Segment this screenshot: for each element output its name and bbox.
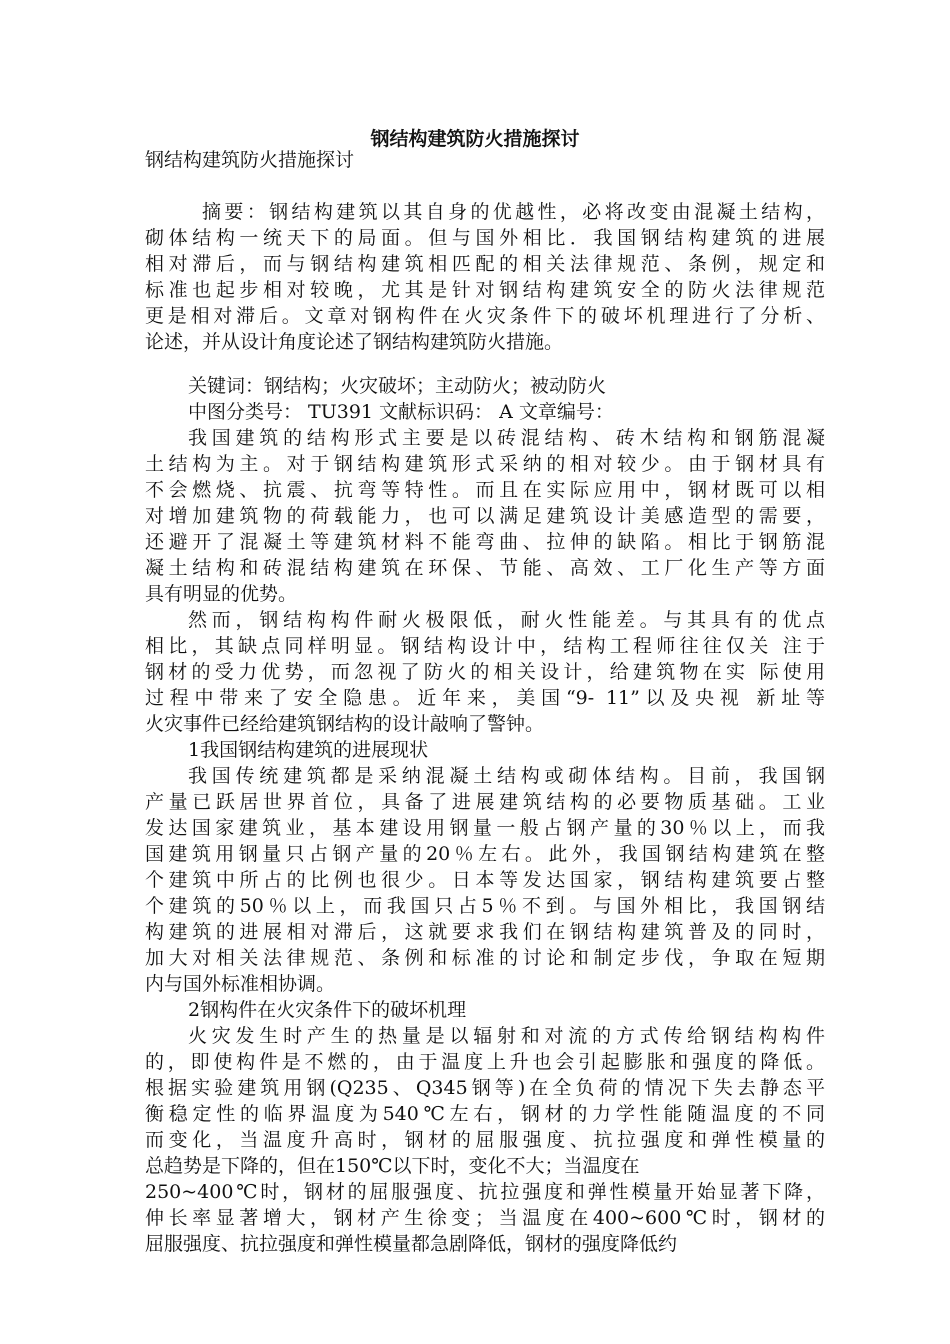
section-heading-2: 2钢构件在火灾条件下的破坏机理 [188,999,467,1021]
abstract-paragraph [145,199,825,355]
body-line: 我国传统建筑都是采纳混凝土结构或砌体结构。目前，我国钢 [188,765,825,787]
body-line: 具有明显的优势。 [145,583,298,605]
body-line: 我国建筑的结构形式主要是以砖混结构、砖木结构和钢筋混凝 [188,427,825,449]
body-line: 土结构为主。对于钢结构建筑形式采纳的相对较少。由于钢材具有 [145,453,825,475]
body-line: 屈服强度、抗拉强度和弹性模量都急剧降低，钢材的强度降低约 [145,1233,678,1255]
body-line: 250~400℃时，钢材的屈服强度、抗拉强度和弹性模量开始显著下降， [145,1181,825,1203]
body-line: 过程中带来了安全隐患。近年来，美国“9- 11”以及央视 新址等 [145,687,825,709]
document-title: 钢结构建筑防火措施探讨 [370,128,580,150]
body-line: 个建筑的50％以上，而我国只占5％不到。与国外相比，我国钢结 [145,895,825,917]
subtitle-block [145,147,825,173]
body-line: 不会燃烧、抗震、抗弯等特性。而且在实际应用中，钢材既可以相 [145,479,825,501]
body-line: 加大对相关法律规范、条例和标准的讨论和制定步伐，争取在短期 [145,947,825,969]
abstract-line: 论述，并从设计角度论述了钢结构建筑防火措施。 [145,331,564,353]
body-line: 凝土结构和砖混结构建筑在环保、节能、高效、工厂化生产等方面 [145,557,825,579]
body-line: 还避开了混凝土等建筑材料不能弯曲、拉伸的缺陷。相比于钢筋混 [145,531,825,553]
body-line: 构建筑的进展相对滞后，这就要求我们在钢结构建筑普及的同时， [145,921,825,943]
body-line: 内与国外标准相协调。 [145,973,336,995]
body-line: 对增加建筑物的荷载能力，也可以满足建筑设计美感造型的需要， [145,505,825,527]
body-line: 发达国家建筑业，基本建设用钢量一般占钢产量的30％以上，而我 [145,817,825,839]
abstract-line: 砌体结构一统天下的局面。但与国外相比．我国钢结构建筑的进展 [145,227,825,249]
abstract-line: 标准也起步相对较晚，尤其是针对钢结构建筑安全的防火法律规范 [145,279,825,301]
body-line: 国建筑用钢量只占钢产量的20％左右。此外，我国钢结构建筑在整 [145,843,825,865]
body-text [145,425,825,1257]
abstract-line: 摘要：钢结构建筑以其自身的优越性，必将改变由混凝土结构， [202,201,825,223]
body-line: 个建筑中所占的比例也很少。日本等发达国家，钢结构建筑要占整 [145,869,825,891]
meta-block [145,373,825,425]
body-line: 总趋势是下降的，但在150℃以下时，变化不大；当温度在 [145,1155,640,1177]
body-line: 火灾事件已经给建筑钢结构的设计敲响了警钟。 [145,713,545,735]
section-heading-1: 1我国钢结构建筑的进展现状 [188,739,429,761]
body-line: 的，即使构件是不燃的，由于温度上升也会引起膨胀和强度的降低。 [145,1051,825,1073]
body-line: 产量已跃居世界首位，具备了进展建筑结构的必要物质基础。工业 [145,791,825,813]
keywords-line: 关键词：钢结构；火灾破坏；主动防火；被动防火 [188,375,607,397]
abstract-line: 更是相对滞后。文章对钢构件在火灾条件下的破坏机理进行了分析、 [145,305,825,327]
body-line: 衡稳定性的临界温度为540℃左右，钢材的力学性能随温度的不同 [145,1103,825,1125]
document-subtitle: 钢结构建筑防火措施探讨 [145,149,355,171]
abstract-line: 相对滞后，而与钢结构建筑相匹配的相关法律规范、条例，规定和 [145,253,825,275]
body-line: 然而，钢结构构件耐火极限低，耐火性能差。与其具有的优点 [188,609,825,631]
body-line: 火灾发生时产生的热量是以辐射和对流的方式传给钢结构构件 [188,1025,825,1047]
body-line: 相比，其缺点同样明显。钢结构设计中，结构工程师往往仅关 注于 [145,635,825,657]
body-line: 而变化，当温度升高时，钢材的屈服强度、抗拉强度和弹性模量的 [145,1129,825,1151]
body-line: 伸长率显著增大，钢材产生徐变；当温度在400~600℃时，钢材的 [145,1207,825,1229]
body-line: 钢材的受力优势，而忽视了防火的相关设计，给建筑物在实 际使用 [145,661,825,683]
body-line: 根据实验建筑用钢(Q235、Q345钢等)在全负荷的情况下失去静态平 [145,1077,825,1099]
classification-line: 中图分类号： TU391 文献标识码： A 文章编号： [188,401,614,423]
